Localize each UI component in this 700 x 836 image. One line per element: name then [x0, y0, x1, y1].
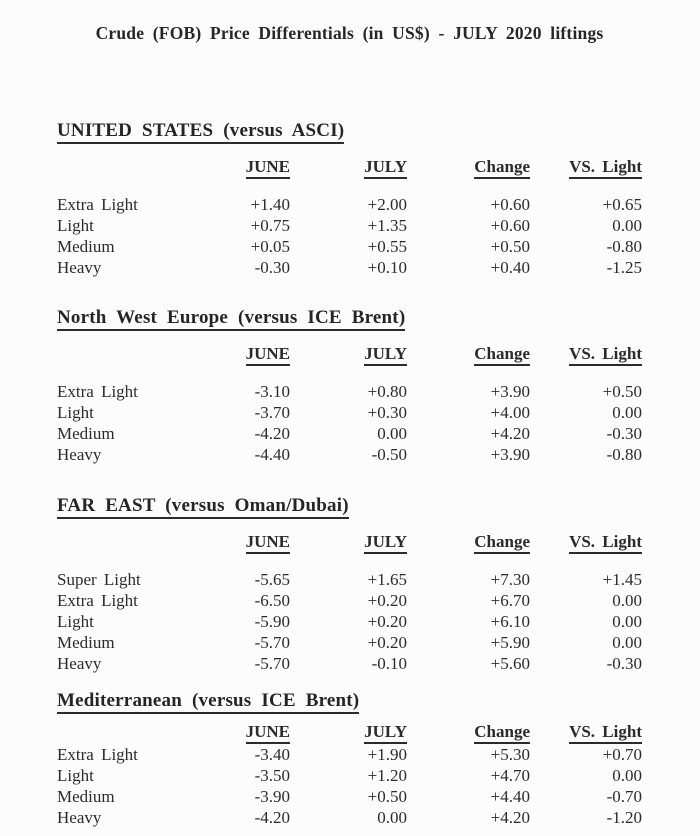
cell-july: 0.00 [377, 424, 407, 443]
row-label: Light [57, 403, 94, 422]
cell-june: +1.40 [250, 195, 290, 214]
cell-july: +0.10 [367, 258, 407, 277]
column-header-change: Change [407, 343, 530, 366]
cell-june: -4.20 [254, 808, 290, 827]
column-header-june: JUNE [232, 721, 290, 744]
column-header-row [57, 343, 642, 366]
cell-change: +0.50 [490, 237, 530, 256]
table-row [57, 590, 642, 611]
cell-vs-light: +0.70 [602, 745, 642, 764]
cell-june: +0.75 [250, 216, 290, 235]
table-row [57, 423, 642, 444]
table-row [57, 236, 642, 257]
cell-june: -6.50 [254, 591, 290, 610]
cell-july: +0.80 [367, 382, 407, 401]
cell-july: +1.35 [367, 216, 407, 235]
cell-june: -3.70 [254, 403, 290, 422]
cell-vs-light: 0.00 [612, 766, 642, 785]
table-row [57, 611, 642, 632]
cell-change: +5.90 [490, 633, 530, 652]
row-label: Extra Light [57, 195, 138, 214]
cell-change: +0.60 [490, 195, 530, 214]
row-label: Light [57, 766, 94, 785]
column-header-change: Change [407, 531, 530, 554]
table-row [57, 215, 642, 236]
cell-june: -5.90 [254, 612, 290, 631]
section-heading-text: Mediterranean (versus ICE Brent) [57, 690, 359, 714]
section-heading-text: North West Europe (versus ICE Brent) [57, 307, 405, 331]
row-label: Medium [57, 633, 115, 652]
cell-july: +1.20 [367, 766, 407, 785]
cell-june: -5.70 [254, 654, 290, 673]
table-row [57, 381, 642, 402]
cell-july: -0.10 [371, 654, 407, 673]
column-header-spacer [57, 721, 232, 744]
cell-july: +0.50 [367, 787, 407, 806]
cell-july: +1.65 [367, 570, 407, 589]
row-label: Medium [57, 237, 115, 256]
column-header-june: JUNE [232, 531, 290, 554]
column-header-row [57, 531, 642, 554]
section-heading [57, 307, 642, 329]
row-label: Medium [57, 424, 115, 443]
table-row [57, 653, 642, 674]
column-header-vs-light: VS. Light [530, 343, 642, 366]
table-row [57, 744, 642, 765]
column-header-july: JULY [290, 531, 407, 554]
cell-june: -4.20 [254, 424, 290, 443]
cell-vs-light: -1.25 [606, 258, 642, 277]
section-north-west-europe [57, 307, 642, 465]
section-united-states [57, 120, 642, 278]
cell-july: +0.20 [367, 633, 407, 652]
section-far-east [57, 495, 642, 674]
row-label: Heavy [57, 654, 102, 673]
section-mediterranean [57, 690, 642, 828]
column-header-june: JUNE [232, 343, 290, 366]
cell-vs-light: +0.50 [602, 382, 642, 401]
column-header-vs-light: VS. Light [530, 721, 642, 744]
page-title: Crude (FOB) Price Differentials (in US$) - JULY 2020 liftings [95, 23, 604, 43]
cell-change: +4.20 [490, 808, 530, 827]
column-header-row [57, 156, 642, 179]
cell-change: +0.40 [490, 258, 530, 277]
cell-vs-light: -0.80 [606, 237, 642, 256]
section-heading-text: UNITED STATES (versus ASCI) [57, 120, 344, 144]
cell-june: -3.40 [254, 745, 290, 764]
cell-june: -5.70 [254, 633, 290, 652]
cell-change: +4.00 [490, 403, 530, 422]
table-row [57, 444, 642, 465]
cell-july: +1.90 [367, 745, 407, 764]
row-label: Extra Light [57, 382, 138, 401]
row-label: Light [57, 612, 94, 631]
cell-vs-light: -0.70 [606, 787, 642, 806]
cell-june: +0.05 [250, 237, 290, 256]
cell-july: +0.20 [367, 612, 407, 631]
row-label: Heavy [57, 445, 102, 464]
cell-vs-light: 0.00 [612, 216, 642, 235]
row-label: Super Light [57, 570, 141, 589]
column-header-spacer [57, 156, 232, 179]
cell-july: +0.55 [367, 237, 407, 256]
cell-vs-light: 0.00 [612, 612, 642, 631]
table-row [57, 807, 642, 828]
column-header-july: JULY [290, 721, 407, 744]
column-header-row [57, 721, 642, 744]
cell-vs-light: -0.80 [606, 445, 642, 464]
cell-july: -0.50 [371, 445, 407, 464]
table-row [57, 569, 642, 590]
row-label: Heavy [57, 808, 102, 827]
cell-july: +0.30 [367, 403, 407, 422]
cell-july: +2.00 [367, 195, 407, 214]
column-header-spacer [57, 531, 232, 554]
table-row [57, 765, 642, 786]
cell-change: +6.70 [490, 591, 530, 610]
column-header-vs-light: VS. Light [530, 531, 642, 554]
cell-vs-light: -0.30 [606, 654, 642, 673]
table-row [57, 786, 642, 807]
row-label: Extra Light [57, 591, 138, 610]
cell-vs-light: +1.45 [602, 570, 642, 589]
table-row [57, 257, 642, 278]
cell-change: +3.90 [490, 445, 530, 464]
section-heading-text: FAR EAST (versus Oman/Dubai) [57, 495, 349, 519]
cell-change: +5.30 [490, 745, 530, 764]
column-header-july: JULY [290, 343, 407, 366]
section-heading [57, 495, 642, 517]
cell-vs-light: 0.00 [612, 633, 642, 652]
cell-change: +5.60 [490, 654, 530, 673]
column-header-change: Change [407, 721, 530, 744]
cell-june: -4.40 [254, 445, 290, 464]
cell-change: +4.70 [490, 766, 530, 785]
column-header-spacer [57, 343, 232, 366]
cell-june: -3.50 [254, 766, 290, 785]
cell-june: -0.30 [254, 258, 290, 277]
row-label: Extra Light [57, 745, 138, 764]
cell-change: +4.20 [490, 424, 530, 443]
cell-july: 0.00 [377, 808, 407, 827]
cell-june: -5.65 [254, 570, 290, 589]
section-heading [57, 120, 642, 142]
column-header-vs-light: VS. Light [530, 156, 642, 179]
cell-vs-light: +0.65 [602, 195, 642, 214]
cell-change: +0.60 [490, 216, 530, 235]
row-label: Medium [57, 787, 115, 806]
table-row [57, 402, 642, 423]
table-row [57, 632, 642, 653]
cell-vs-light: 0.00 [612, 403, 642, 422]
row-label: Light [57, 216, 94, 235]
column-header-july: JULY [290, 156, 407, 179]
table-row [57, 194, 642, 215]
column-header-change: Change [407, 156, 530, 179]
column-header-june: JUNE [232, 156, 290, 179]
cell-vs-light: -0.30 [606, 424, 642, 443]
cell-june: -3.10 [254, 382, 290, 401]
row-label: Heavy [57, 258, 102, 277]
cell-change: +6.10 [490, 612, 530, 631]
cell-vs-light: 0.00 [612, 591, 642, 610]
cell-change: +4.40 [490, 787, 530, 806]
cell-june: -3.90 [254, 787, 290, 806]
cell-change: +7.30 [490, 570, 530, 589]
section-heading [57, 690, 642, 712]
cell-vs-light: -1.20 [606, 808, 642, 827]
cell-change: +3.90 [490, 382, 530, 401]
cell-july: +0.20 [367, 591, 407, 610]
